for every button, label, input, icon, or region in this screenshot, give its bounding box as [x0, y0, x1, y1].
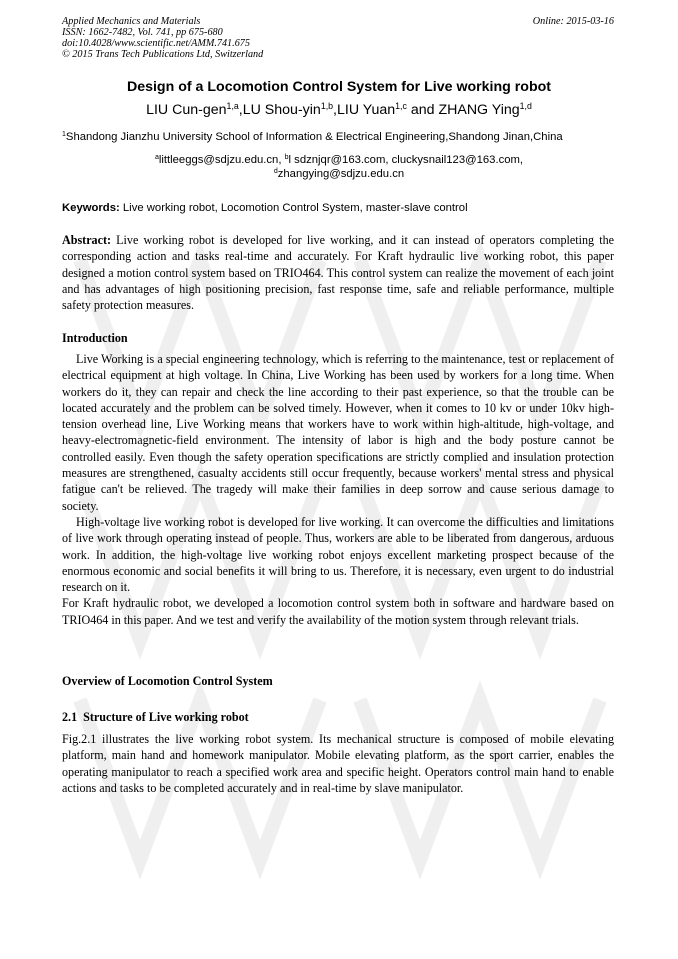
affiliation [62, 131, 622, 143]
author-superscript: 1,d [519, 101, 532, 112]
subsection-heading: 2.1 Structure of Live working robot [62, 710, 249, 724]
overview-body [62, 731, 614, 796]
paragraph: High-voltage live working robot is developed for live working. It can overcome the difficulties and limitations of live work through operating instead of people. Thus, workers are able to be liberated from dangerous, arduous work. In addition, the high-voltage live working robot enjoys excellent marketing prospect because of the enormous economic and social benefits it will bring to us. Therefore, it is necessary, even urgent to do industrial research on it. [62, 514, 614, 595]
email-block [0, 153, 678, 181]
section-heading-introduction: Introduction [62, 331, 128, 345]
author-separator: , [333, 102, 337, 118]
author-superscript: 1,a [226, 101, 239, 112]
journal-header [62, 16, 614, 60]
keywords-label: Keywords: [62, 202, 120, 214]
email-d[interactable]: zhangying@sdjzu.edu.cn [277, 168, 405, 180]
author-superscript: 1,c [395, 101, 407, 112]
introduction-body [62, 351, 614, 628]
email-superscript: d [273, 168, 278, 176]
author-superscript: 1,b [320, 101, 334, 112]
affiliation-text: Shandong Jianzhu University School of Information & Electrical Engineering,Shandong Jinan,China [65, 131, 563, 143]
keywords-text: Live working robot, Locomotion Control System, master-slave control [119, 202, 468, 214]
abstract [62, 232, 614, 313]
author-separator: , [238, 102, 243, 118]
author-separator: and [406, 102, 439, 118]
author-list [0, 102, 678, 118]
copyright-line: © 2015 Trans Tech Publications Ltd, Switzerland [62, 49, 264, 60]
paragraph: Fig.2.1 illustrates the live working robot system. Its mechanical structure is composed of mobile elevating platform, main hand and homework manipulator. Mobile elevating platform, as the sport carrier, enables the operating manipulator to reach a specified work area and specific height. Operators control main hand to enable actions and tasks to be completed accurately and in real-time by slave manipulator. [62, 732, 614, 795]
abstract-text: Live working robot is developed for live working, and it can instead of operators completing the corresponding action and tasks real-time and accurately. For Kraft hydraulic live working robot, this paper designed a motion control system based on TRIO464. This control system can realize the movement of each joint and has advantages of high positioning precision, fast response time, safe and reliable performance, multiple safety protection measures. [62, 233, 614, 313]
paper-title: Design of a Locomotion Control System for Live working robot [126, 79, 552, 95]
journal-name: Applied Mechanics and Materials [62, 16, 201, 27]
paragraph: Live Working is a special engineering technology, which is referring to the maintenance, test or replacement of electrical equipment at high voltage. In China, Live Working has been used by workers for a long time. When workers do it, they can repair and check the line according to their past experience, so that the trouble can be located accurately and the problem can be solved timely. However, when it comes to 10 kv or under 10kv high-tension overhead line, Live Working means that workers have to work within high-altitude, high-voltage, and heavy-electromagnetic-field environment. The intensity of labor is high and the body posture cannot be controlled easily. Even though the safety operation specifications are strictly complied and insulation protection measures are strengthened, casualty accidents still occur frequently, because workers' mental stress and physical fatigue can't be relieved. The tragedy will make their families in deep sorrow and cause serious damage to society. [62, 352, 614, 513]
author-name: LIU Cun-gen [146, 102, 227, 118]
author-name: LU Shou-yin [242, 102, 321, 118]
doi-line: doi:10.4028/www.scientific.net/AMM.741.675 [62, 38, 250, 49]
email-superscript: b [284, 154, 289, 162]
abstract-label: Abstract: [62, 233, 112, 247]
paragraph: For Kraft hydraulic robot, we developed a locomotion control system both in software and hardware based on TRIO464 in this paper. And we test and verify the availability of the motion system through relevant trials. [62, 596, 614, 627]
keywords [62, 202, 622, 214]
email-a[interactable]: littleeggs@sdjzu.edu.cn, [158, 154, 285, 166]
email-superscript: a [154, 154, 159, 162]
author-name: LIU Yuan [337, 102, 396, 118]
affiliation-superscript: 1 [62, 131, 66, 139]
section-heading-overview: Overview of Locomotion Control System [62, 674, 273, 688]
author-name: ZHANG Ying [438, 102, 520, 118]
issn-line: ISSN: 1662-7482, Vol. 741, pp 675-680 [62, 27, 223, 38]
email-b[interactable]: l sdznjqr@163.com, cluckysnail123@163.com, [288, 154, 524, 166]
online-date: Online: 2015-03-16 [532, 16, 614, 27]
